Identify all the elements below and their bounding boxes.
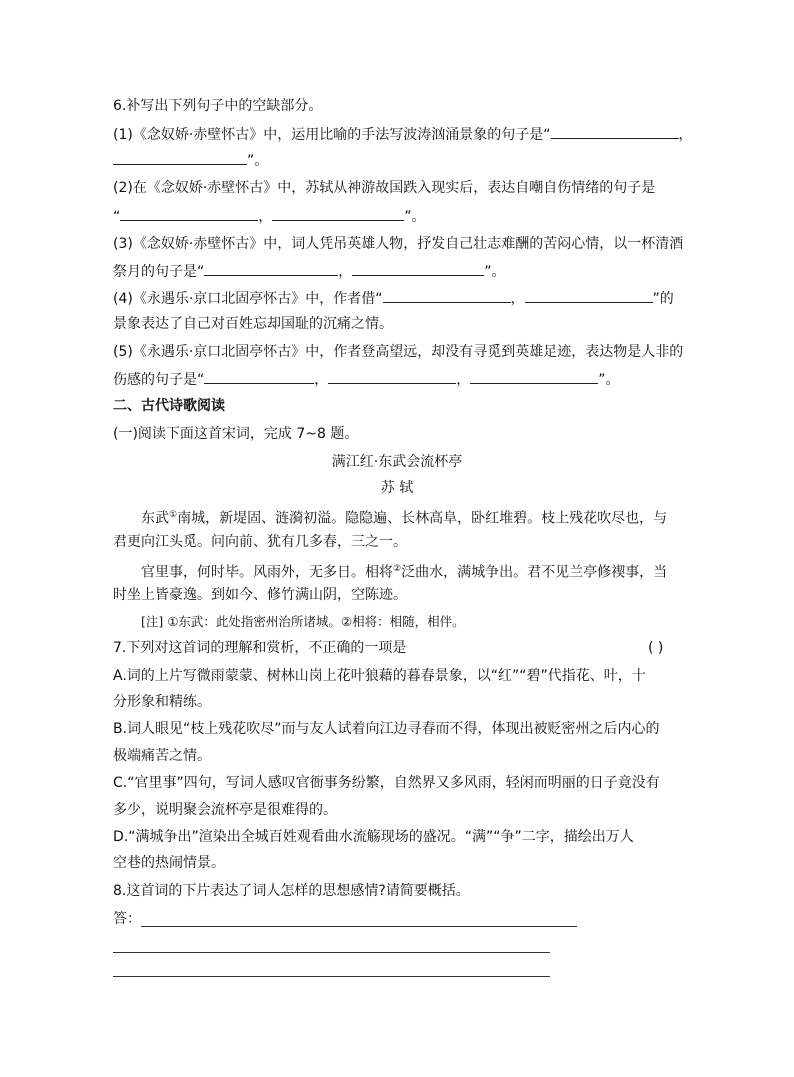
comma: ， bbox=[314, 372, 329, 388]
q6-item-3-line-2 bbox=[113, 261, 506, 282]
section-heading: 二、古代诗歌阅读 bbox=[113, 398, 225, 414]
answer-paren[interactable]: ( ) bbox=[648, 640, 664, 656]
poem-text: 泛曲水，满城争出。君不见兰亭修禊事，当 bbox=[401, 564, 668, 581]
q6-item-1-line-1 bbox=[113, 124, 693, 145]
fill-blank[interactable] bbox=[525, 288, 653, 303]
answer-line[interactable] bbox=[113, 976, 550, 977]
footnote-marker: ① bbox=[169, 510, 178, 520]
subsection-instruction: (一)阅读下面这首宋词，完成 7~8 题。 bbox=[113, 426, 359, 442]
poem-text: 官里事，何时毕。风雨外，无多日。相将 bbox=[141, 564, 393, 581]
poem-text: 南城，新堤固、涟漪初溢。隐隐遍、长林高阜，卧红堆碧。枝上残花吹尽也，与 bbox=[177, 510, 668, 527]
q6-item-4-line-1 bbox=[113, 288, 674, 309]
q6-item-1-text: (1)《念奴娇·赤壁怀古》中，运用比喻的手法写波涛汹涌景象的句子是“ bbox=[113, 127, 551, 143]
fill-blank[interactable] bbox=[383, 288, 511, 303]
poem-title: 满江红·东武会流杯亭 bbox=[331, 454, 463, 470]
q7-option-c-line-2: 多少，说明聚会流杯亭是很难得的。 bbox=[113, 802, 337, 818]
comma: ， bbox=[338, 264, 353, 280]
q7-option-a-line-1: A.词的上片写微雨蒙蒙、树林山岗上花叶狼藉的暮春景象，以“红”“碧”代指花、叶，十 bbox=[113, 668, 646, 684]
close-quote: ”。 bbox=[484, 264, 506, 280]
poem-author: 苏 轼 bbox=[380, 480, 414, 496]
open-quote: “ bbox=[113, 209, 121, 225]
close-quote: ”。 bbox=[404, 209, 426, 225]
fill-blank[interactable] bbox=[470, 369, 598, 384]
close-quote: ”的 bbox=[652, 291, 674, 307]
q8-stem: 8.这首词的下片表达了词人怎样的思想感情?请简要概括。 bbox=[113, 883, 470, 899]
q7-option-a-line-2: 分形象和精练。 bbox=[113, 694, 211, 710]
q7-stem: 7.下列对这首词的理解和赏析，不正确的一项是 bbox=[113, 640, 407, 656]
poem-text: 东武 bbox=[141, 510, 169, 527]
fill-blank[interactable] bbox=[204, 261, 338, 276]
close-quote: ”。 bbox=[598, 372, 620, 388]
q6-item-1-line-2 bbox=[113, 150, 268, 171]
q6-item-3-line-1: (3)《念奴娇·赤壁怀古》中，词人凭吊英雄人物，抒发自己壮志难酬的苦闷心情，以一杯清酒 bbox=[113, 236, 684, 252]
q6-item-2-line-1: (2)在《念奴娇·赤壁怀古》中，苏轼从神游故国跌入现实后，表达自嘲自伤情绪的句子是 bbox=[113, 180, 656, 196]
answer-label: 答： bbox=[113, 911, 141, 927]
answer-line[interactable] bbox=[141, 926, 577, 927]
q6-item-3-text: 祭月的句子是“ bbox=[113, 264, 205, 280]
answer-line[interactable] bbox=[113, 952, 550, 953]
fill-blank[interactable] bbox=[352, 261, 484, 276]
q7-option-d-line-1: D.“满城争出”渲染出全城百姓观看曲水流觞现场的盛况。“满”“争”二字，描绘出万人 bbox=[113, 829, 634, 845]
comma: ， bbox=[258, 209, 273, 225]
q6-item-5-line-2 bbox=[113, 369, 620, 390]
comma: ， bbox=[510, 291, 525, 307]
q6-item-5-text: 伤感的句子是“ bbox=[113, 372, 205, 388]
q6-item-5-line-1: (5)《永遇乐·京口北固亭怀古》中，作者登高望远，却没有寻觅到英雄足迹，表达物是人非的 bbox=[113, 344, 684, 360]
poem-line-1 bbox=[141, 505, 667, 529]
q7-option-b-line-2: 极端痛苦之情。 bbox=[113, 748, 211, 764]
q7-option-b-line-1: B.词人眼见“枝上残花吹尽”而与友人试着向江边寻春而不得，体现出被贬密州之后内心的 bbox=[113, 721, 660, 737]
q6-item-4-line-2: 景象表达了自己对百姓忘却国耻的沉痛之情。 bbox=[113, 316, 393, 332]
comma: ， bbox=[456, 372, 471, 388]
fill-blank[interactable] bbox=[204, 369, 314, 384]
fill-blank[interactable] bbox=[120, 206, 258, 221]
poem-note: [注] ①东武：此处指密州治所诸城。②相将：相随，相伴。 bbox=[141, 614, 465, 629]
fill-blank[interactable] bbox=[551, 124, 679, 139]
fill-blank[interactable] bbox=[328, 369, 456, 384]
fill-blank[interactable] bbox=[113, 150, 247, 165]
q6-title: 6.补写出下列句子中的空缺部分。 bbox=[113, 98, 323, 114]
q6-item-4-text: (4)《永遇乐·京口北固亭怀古》中，作者借“ bbox=[113, 291, 383, 307]
q6-item-2-line-2 bbox=[113, 206, 426, 227]
poem-line-4: 时坐上皆豪逸。到如今、修竹满山阴，空陈迹。 bbox=[113, 587, 407, 603]
poem-line-2: 君更向江头觅。问向前、犹有几多春，三之一。 bbox=[113, 534, 407, 550]
poem-line-3 bbox=[141, 559, 667, 583]
footnote-marker: ② bbox=[393, 564, 402, 574]
q7-option-d-line-2: 空巷的热闹情景。 bbox=[113, 855, 225, 871]
fill-blank[interactable] bbox=[272, 206, 404, 221]
comma: ， bbox=[678, 127, 693, 143]
q7-option-c-line-1: C.“官里事”四句，写词人感叹官衙事务纷繁，自然界又多风雨，轻闲而明丽的日子竟没有 bbox=[113, 775, 660, 791]
close-quote: ”。 bbox=[247, 153, 269, 169]
